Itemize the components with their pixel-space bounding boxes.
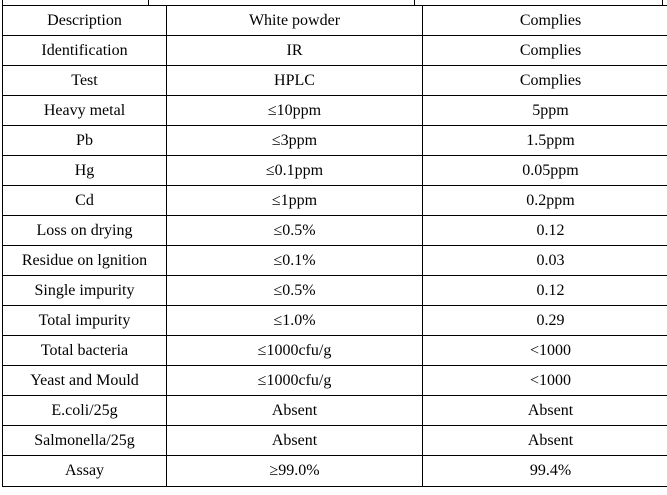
result-cell: 0.03: [423, 246, 667, 276]
table-row: [3, 96, 667, 126]
specification-cell: HPLC: [167, 66, 423, 96]
test-item-cell: Yeast and Mould: [3, 366, 167, 396]
result-cell: 0.12: [423, 216, 667, 246]
test-item-cell: Total impurity: [3, 306, 167, 336]
test-item-cell: E.coli/25g: [3, 396, 167, 426]
table-row: [3, 456, 667, 487]
table-row: [3, 336, 667, 366]
specification-cell: ≤0.1%: [167, 246, 423, 276]
table-row: [3, 366, 667, 396]
specification-table: [2, 5, 667, 487]
table-row: [3, 186, 667, 216]
table-row: [3, 426, 667, 456]
specification-cell: ≤1000cfu/g: [167, 366, 423, 396]
specification-cell: IR: [167, 36, 423, 66]
result-cell: Complies: [423, 36, 667, 66]
result-cell: 99.4%: [423, 456, 667, 487]
result-cell: Absent: [423, 426, 667, 456]
test-item-cell: Assay: [3, 456, 167, 487]
specification-cell: ≤1.0%: [167, 306, 423, 336]
specification-cell: Absent: [167, 426, 423, 456]
specification-cell: ≤1ppm: [167, 186, 423, 216]
test-item-cell: Residue on lgnition: [3, 246, 167, 276]
specification-cell: ≤0.5%: [167, 216, 423, 246]
table-row: [3, 396, 667, 426]
table-row: [3, 66, 667, 96]
specification-table-body: [3, 6, 667, 487]
result-cell: Absent: [423, 396, 667, 426]
specification-cell: ≤0.1ppm: [167, 156, 423, 186]
test-item-cell: Salmonella/25g: [3, 426, 167, 456]
table-row: [3, 216, 667, 246]
table-row: [3, 36, 667, 66]
test-item-cell: Total bacteria: [3, 336, 167, 366]
result-cell: <1000: [423, 336, 667, 366]
table-row: [3, 156, 667, 186]
result-cell: Complies: [423, 6, 667, 36]
table-row: [3, 246, 667, 276]
test-item-cell: Loss on drying: [3, 216, 167, 246]
test-item-cell: Cd: [3, 186, 167, 216]
table-row: [3, 6, 667, 36]
test-item-cell: Test: [3, 66, 167, 96]
specification-cell: ≥99.0%: [167, 456, 423, 487]
result-cell: 0.12: [423, 276, 667, 306]
table-row: [3, 126, 667, 156]
specification-cell: ≤3ppm: [167, 126, 423, 156]
result-cell: 5ppm: [423, 96, 667, 126]
test-item-cell: Identification: [3, 36, 167, 66]
result-cell: 0.2ppm: [423, 186, 667, 216]
result-cell: 0.05ppm: [423, 156, 667, 186]
table-row: [3, 276, 667, 306]
specification-cell: Absent: [167, 396, 423, 426]
specification-cell: ≤10ppm: [167, 96, 423, 126]
specification-cell: White powder: [167, 6, 423, 36]
result-cell: Complies: [423, 66, 667, 96]
result-cell: 0.29: [423, 306, 667, 336]
test-item-cell: Single impurity: [3, 276, 167, 306]
result-cell: 1.5ppm: [423, 126, 667, 156]
test-item-cell: Pb: [3, 126, 167, 156]
specification-cell: ≤0.5%: [167, 276, 423, 306]
test-item-cell: Description: [3, 6, 167, 36]
test-item-cell: Heavy metal: [3, 96, 167, 126]
result-cell: <1000: [423, 366, 667, 396]
specification-cell: ≤1000cfu/g: [167, 336, 423, 366]
test-item-cell: Hg: [3, 156, 167, 186]
table-row: [3, 306, 667, 336]
